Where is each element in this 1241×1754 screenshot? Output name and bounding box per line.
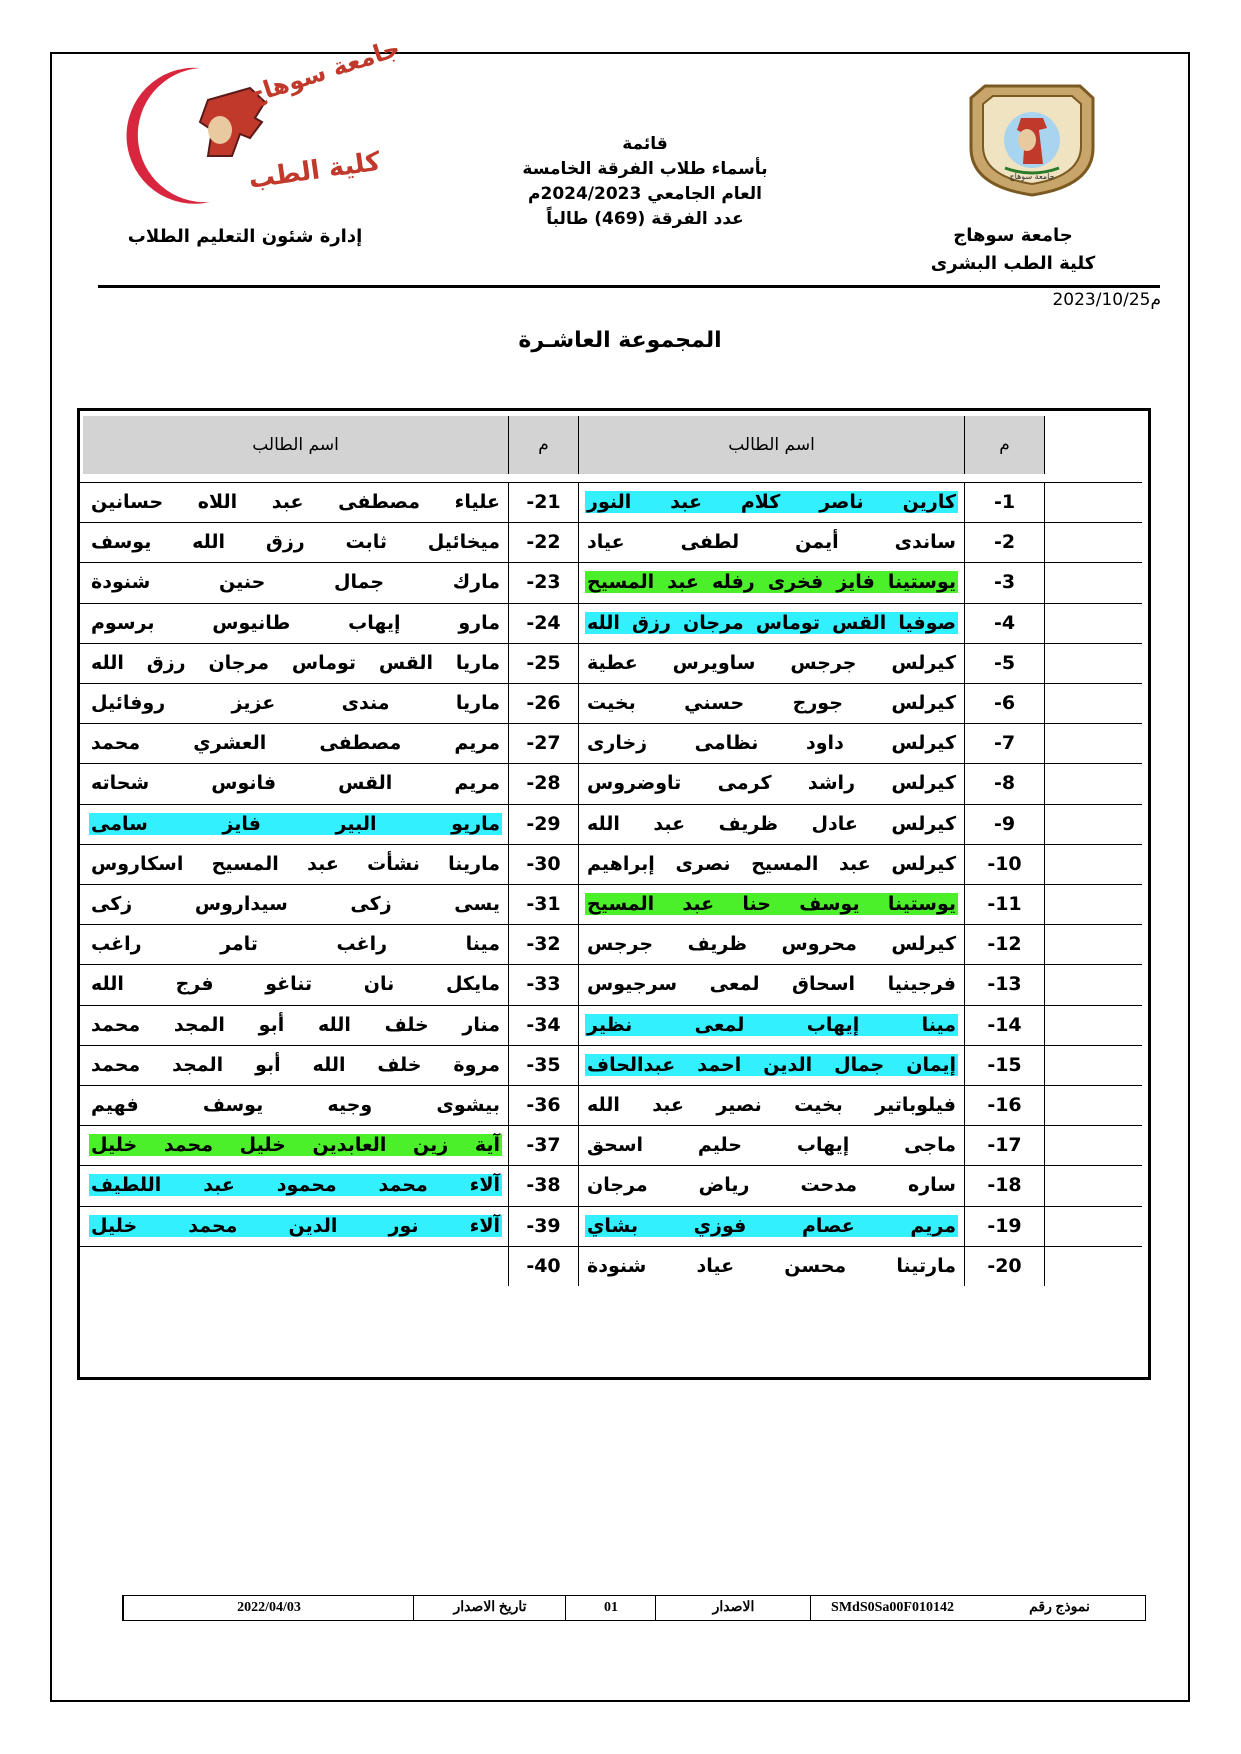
student-name-right — [579, 563, 965, 602]
table-row — [83, 764, 1145, 803]
row-number-right: -19 — [965, 1207, 1045, 1246]
student-name-left — [83, 523, 509, 562]
row-number-left: -25 — [509, 644, 579, 683]
student-name-text: مارك جمال حنين شنودة — [91, 571, 500, 594]
row-number-left: -26 — [509, 684, 579, 723]
table-row — [83, 925, 1145, 964]
row-number-right: -15 — [965, 1046, 1045, 1085]
row-number-right: -9 — [965, 805, 1045, 844]
table-row — [83, 523, 1145, 562]
row-number-left: -36 — [509, 1086, 579, 1125]
row-number-left: -40 — [509, 1247, 579, 1286]
header-name-right: اسم الطالب — [579, 416, 965, 474]
header-divider — [98, 285, 1160, 288]
title-line-4: عدد الفرقة (469) طالباً — [546, 209, 744, 229]
student-name-left — [83, 684, 509, 723]
student-name-text: ماريا القس توماس مرجان رزق الله — [91, 651, 500, 674]
student-name-right — [579, 483, 965, 522]
student-name-text: ماريو البير فايز سامى — [91, 812, 500, 835]
student-name-text: ماريا مندى عزيز روفائيل — [91, 692, 500, 714]
header-num-right: م — [965, 416, 1045, 474]
student-name-text: صوفيا القس توماس مرجان رزق الله — [587, 611, 956, 634]
table-row — [83, 563, 1145, 602]
student-name-text: كيرلس داود نظامى زخارى — [587, 732, 956, 755]
student-name-left — [83, 604, 509, 643]
row-number-right: -2 — [965, 523, 1045, 562]
svg-text:جامعة سوهاج: جامعة سوهاج — [1009, 172, 1055, 181]
student-name-right — [579, 604, 965, 643]
table-row — [83, 644, 1145, 683]
issue-date-value: 2022/04/03 — [123, 1596, 414, 1620]
faculty-of-medicine-logo — [100, 33, 404, 210]
student-name-text: مايكل نان تناغو فرج الله — [91, 973, 500, 996]
student-name-text: كيرلس عادل ظريف عبد الله — [587, 812, 956, 835]
student-name-right — [579, 1247, 965, 1286]
row-number-right: -20 — [965, 1247, 1045, 1286]
faculty-name: كلية الطب البشرى — [930, 253, 1096, 274]
row-number-left: -21 — [509, 483, 579, 522]
row-number-left: -38 — [509, 1166, 579, 1205]
row-number-right: -17 — [965, 1126, 1045, 1165]
student-name-right — [579, 845, 965, 884]
student-name-right — [579, 684, 965, 723]
student-name-text: ماجى إيهاب حليم اسحق — [587, 1134, 956, 1157]
table-row — [83, 1207, 1145, 1246]
student-name-right — [579, 1126, 965, 1165]
student-name-left — [83, 925, 509, 964]
student-name-text: آية زين العابدين خليل محمد خليل — [91, 1134, 500, 1157]
student-name-text: يوستينا يوسف حنا عبد المسيح — [587, 893, 956, 915]
student-name-text: مينا إيهاب لمعى نظير — [587, 1013, 956, 1036]
svg-text:كلية الطب: كلية الطب — [246, 146, 383, 195]
table-row — [83, 483, 1145, 522]
student-name-text: مروة خلف الله أبو المجد محمد — [91, 1053, 500, 1076]
form-number-value: SMdS0Sa00F010142 — [810, 1596, 974, 1620]
student-name-text: فيلوباتير بخيت نصير عبد الله — [587, 1094, 956, 1116]
issue-number-label: الاصدار — [655, 1596, 811, 1620]
student-name-left — [83, 885, 509, 924]
title-line-2: بأسماء طلاب الفرقة الخامسة — [522, 159, 768, 179]
student-name-text: مريم مصطفى العشري محمد — [91, 732, 500, 755]
student-name-text: فرجينيا اسحاق لمعى سرجيوس — [587, 973, 956, 996]
row-number-right: -12 — [965, 925, 1045, 964]
table-row — [83, 1247, 1145, 1286]
row-number-left: -35 — [509, 1046, 579, 1085]
row-number-right: -6 — [965, 684, 1045, 723]
row-number-right: -13 — [965, 965, 1045, 1004]
student-name-right — [579, 1006, 965, 1045]
svg-text:جامعة سوهاج: جامعة سوهاج — [243, 33, 404, 110]
title-line-3: العام الجامعي 2024/2023م — [528, 184, 762, 204]
row-number-left: -29 — [509, 805, 579, 844]
row-number-right: -18 — [965, 1166, 1045, 1205]
student-name-left — [83, 1006, 509, 1045]
row-number-right: -1 — [965, 483, 1045, 522]
row-number-left: -34 — [509, 1006, 579, 1045]
student-name-text: يوستينا فايز فخرى رفله عبد المسيح — [587, 571, 956, 594]
student-name-text: آلاء نور الدين محمد خليل — [91, 1214, 500, 1237]
table-row — [83, 805, 1145, 844]
student-name-text: مريم عصام فوزي بشاي — [587, 1214, 956, 1237]
row-number-left: -27 — [509, 724, 579, 763]
student-name-right — [579, 925, 965, 964]
student-name-text: كيرلس جورج حسني بخيت — [587, 692, 956, 714]
student-name-left — [83, 724, 509, 763]
row-number-right: -16 — [965, 1086, 1045, 1125]
table-row — [83, 604, 1145, 643]
issue-number-value: 01 — [565, 1596, 656, 1620]
row-number-left: -39 — [509, 1207, 579, 1246]
row-number-right: -4 — [965, 604, 1045, 643]
student-name-left — [83, 1166, 509, 1205]
table-row — [83, 1166, 1145, 1205]
sohag-university-seal-logo — [965, 78, 1100, 198]
student-name-left — [83, 1247, 509, 1286]
student-name-text: كيرلس جرجس ساويرس عطية — [587, 651, 956, 674]
student-name-left — [83, 563, 509, 602]
student-name-text: علياء مصطفى عبد اللاه حسانين — [91, 491, 500, 513]
department-name: إدارة شئون التعليم الطلاب — [127, 226, 363, 247]
student-name-text: بيشوى وجيه يوسف فهيم — [91, 1094, 500, 1116]
table-row — [83, 965, 1145, 1004]
row-number-left: -24 — [509, 604, 579, 643]
table-row — [83, 1046, 1145, 1085]
issue-date-label: تاريخ الاصدار — [413, 1596, 566, 1620]
row-number-left: -37 — [509, 1126, 579, 1165]
row-number-right: -5 — [965, 644, 1045, 683]
row-number-left: -23 — [509, 563, 579, 602]
student-name-right — [579, 805, 965, 844]
table-row — [83, 1006, 1145, 1045]
university-name-block — [903, 222, 1123, 278]
student-name-left — [83, 644, 509, 683]
row-number-right: -8 — [965, 764, 1045, 803]
student-name-text: إيمان جمال الدين احمد عبدالحاف — [587, 1053, 956, 1076]
student-name-text: مريم القس فانوس شحاته — [91, 772, 500, 795]
student-name-left — [83, 805, 509, 844]
student-name-text: مينا راغب تامر راغب — [91, 933, 500, 956]
student-name-right — [579, 523, 965, 562]
student-name-text: يسى زكى سيداروس زكى — [91, 893, 500, 915]
student-name-right — [579, 965, 965, 1004]
table-row — [83, 885, 1145, 924]
student-name-text: كيرلس محروس ظريف جرجس — [587, 933, 956, 956]
form-footer — [122, 1595, 1146, 1621]
student-name-left — [83, 1086, 509, 1125]
student-name-left — [83, 845, 509, 884]
student-name-right — [579, 724, 965, 763]
table-row — [83, 845, 1145, 884]
row-number-left: -32 — [509, 925, 579, 964]
row-number-right: -11 — [965, 885, 1045, 924]
student-name-text: كيرلس عبد المسيح نصرى إبراهيم — [587, 852, 956, 875]
student-name-right — [579, 1086, 965, 1125]
table-row — [83, 684, 1145, 723]
student-name-right — [579, 885, 965, 924]
student-name-left — [83, 1046, 509, 1085]
student-name-text: آلاء محمد محمود عبد اللطيف — [91, 1174, 500, 1197]
row-number-right: -10 — [965, 845, 1045, 884]
issue-date: 2023/10/25م — [1052, 290, 1161, 310]
student-name-text: ساره مدحت رياض مرجان — [587, 1174, 956, 1197]
student-name-right — [579, 644, 965, 683]
title-line-1: قائمة — [622, 134, 668, 154]
student-name-right — [579, 1166, 965, 1205]
university-name: جامعة سوهاج — [953, 225, 1073, 246]
student-name-text: مارينا نشأت عبد المسيح اسكاروس — [91, 852, 500, 875]
students-table — [77, 408, 1151, 1380]
row-number-left: -22 — [509, 523, 579, 562]
student-name-right — [579, 1046, 965, 1085]
student-name-text: كيرلس راشد كرمى تاوضروس — [587, 772, 956, 795]
student-name-left — [83, 1207, 509, 1246]
row-number-left: -30 — [509, 845, 579, 884]
document-title — [475, 132, 815, 232]
table-header-row — [83, 416, 1145, 474]
table-row — [83, 724, 1145, 763]
student-name-right — [579, 764, 965, 803]
student-name-left — [83, 764, 509, 803]
student-name-left — [83, 483, 509, 522]
student-name-text — [498, 1255, 502, 1277]
student-name-right — [579, 1207, 965, 1246]
section-title: المجموعة العاشـرة — [518, 328, 722, 353]
table-row — [83, 1086, 1145, 1125]
row-number-right: -14 — [965, 1006, 1045, 1045]
row-number-left: -28 — [509, 764, 579, 803]
table-row — [83, 1126, 1145, 1165]
student-name-text: كارين ناصر كلام عبد النور — [587, 491, 956, 513]
student-name-text: منار خلف الله أبو المجد محمد — [91, 1013, 500, 1036]
student-name-text: مارتينا محسن عياد شنودة — [587, 1254, 956, 1277]
student-name-left — [83, 1126, 509, 1165]
header-name-left: اسم الطالب — [83, 416, 509, 474]
row-number-left: -33 — [509, 965, 579, 1004]
row-number-right: -7 — [965, 724, 1045, 763]
row-number-left: -31 — [509, 885, 579, 924]
student-name-text: ساندى أيمن لطفى عياد — [587, 531, 956, 554]
form-number-label: نموذج رقم — [1029, 1600, 1090, 1615]
student-name-text: مارو إيهاب طانيوس برسوم — [91, 611, 500, 634]
student-name-left — [83, 965, 509, 1004]
student-name-text: ميخائيل ثابت رزق الله يوسف — [91, 531, 500, 554]
header-num-left: م — [509, 416, 579, 474]
row-number-right: -3 — [965, 563, 1045, 602]
